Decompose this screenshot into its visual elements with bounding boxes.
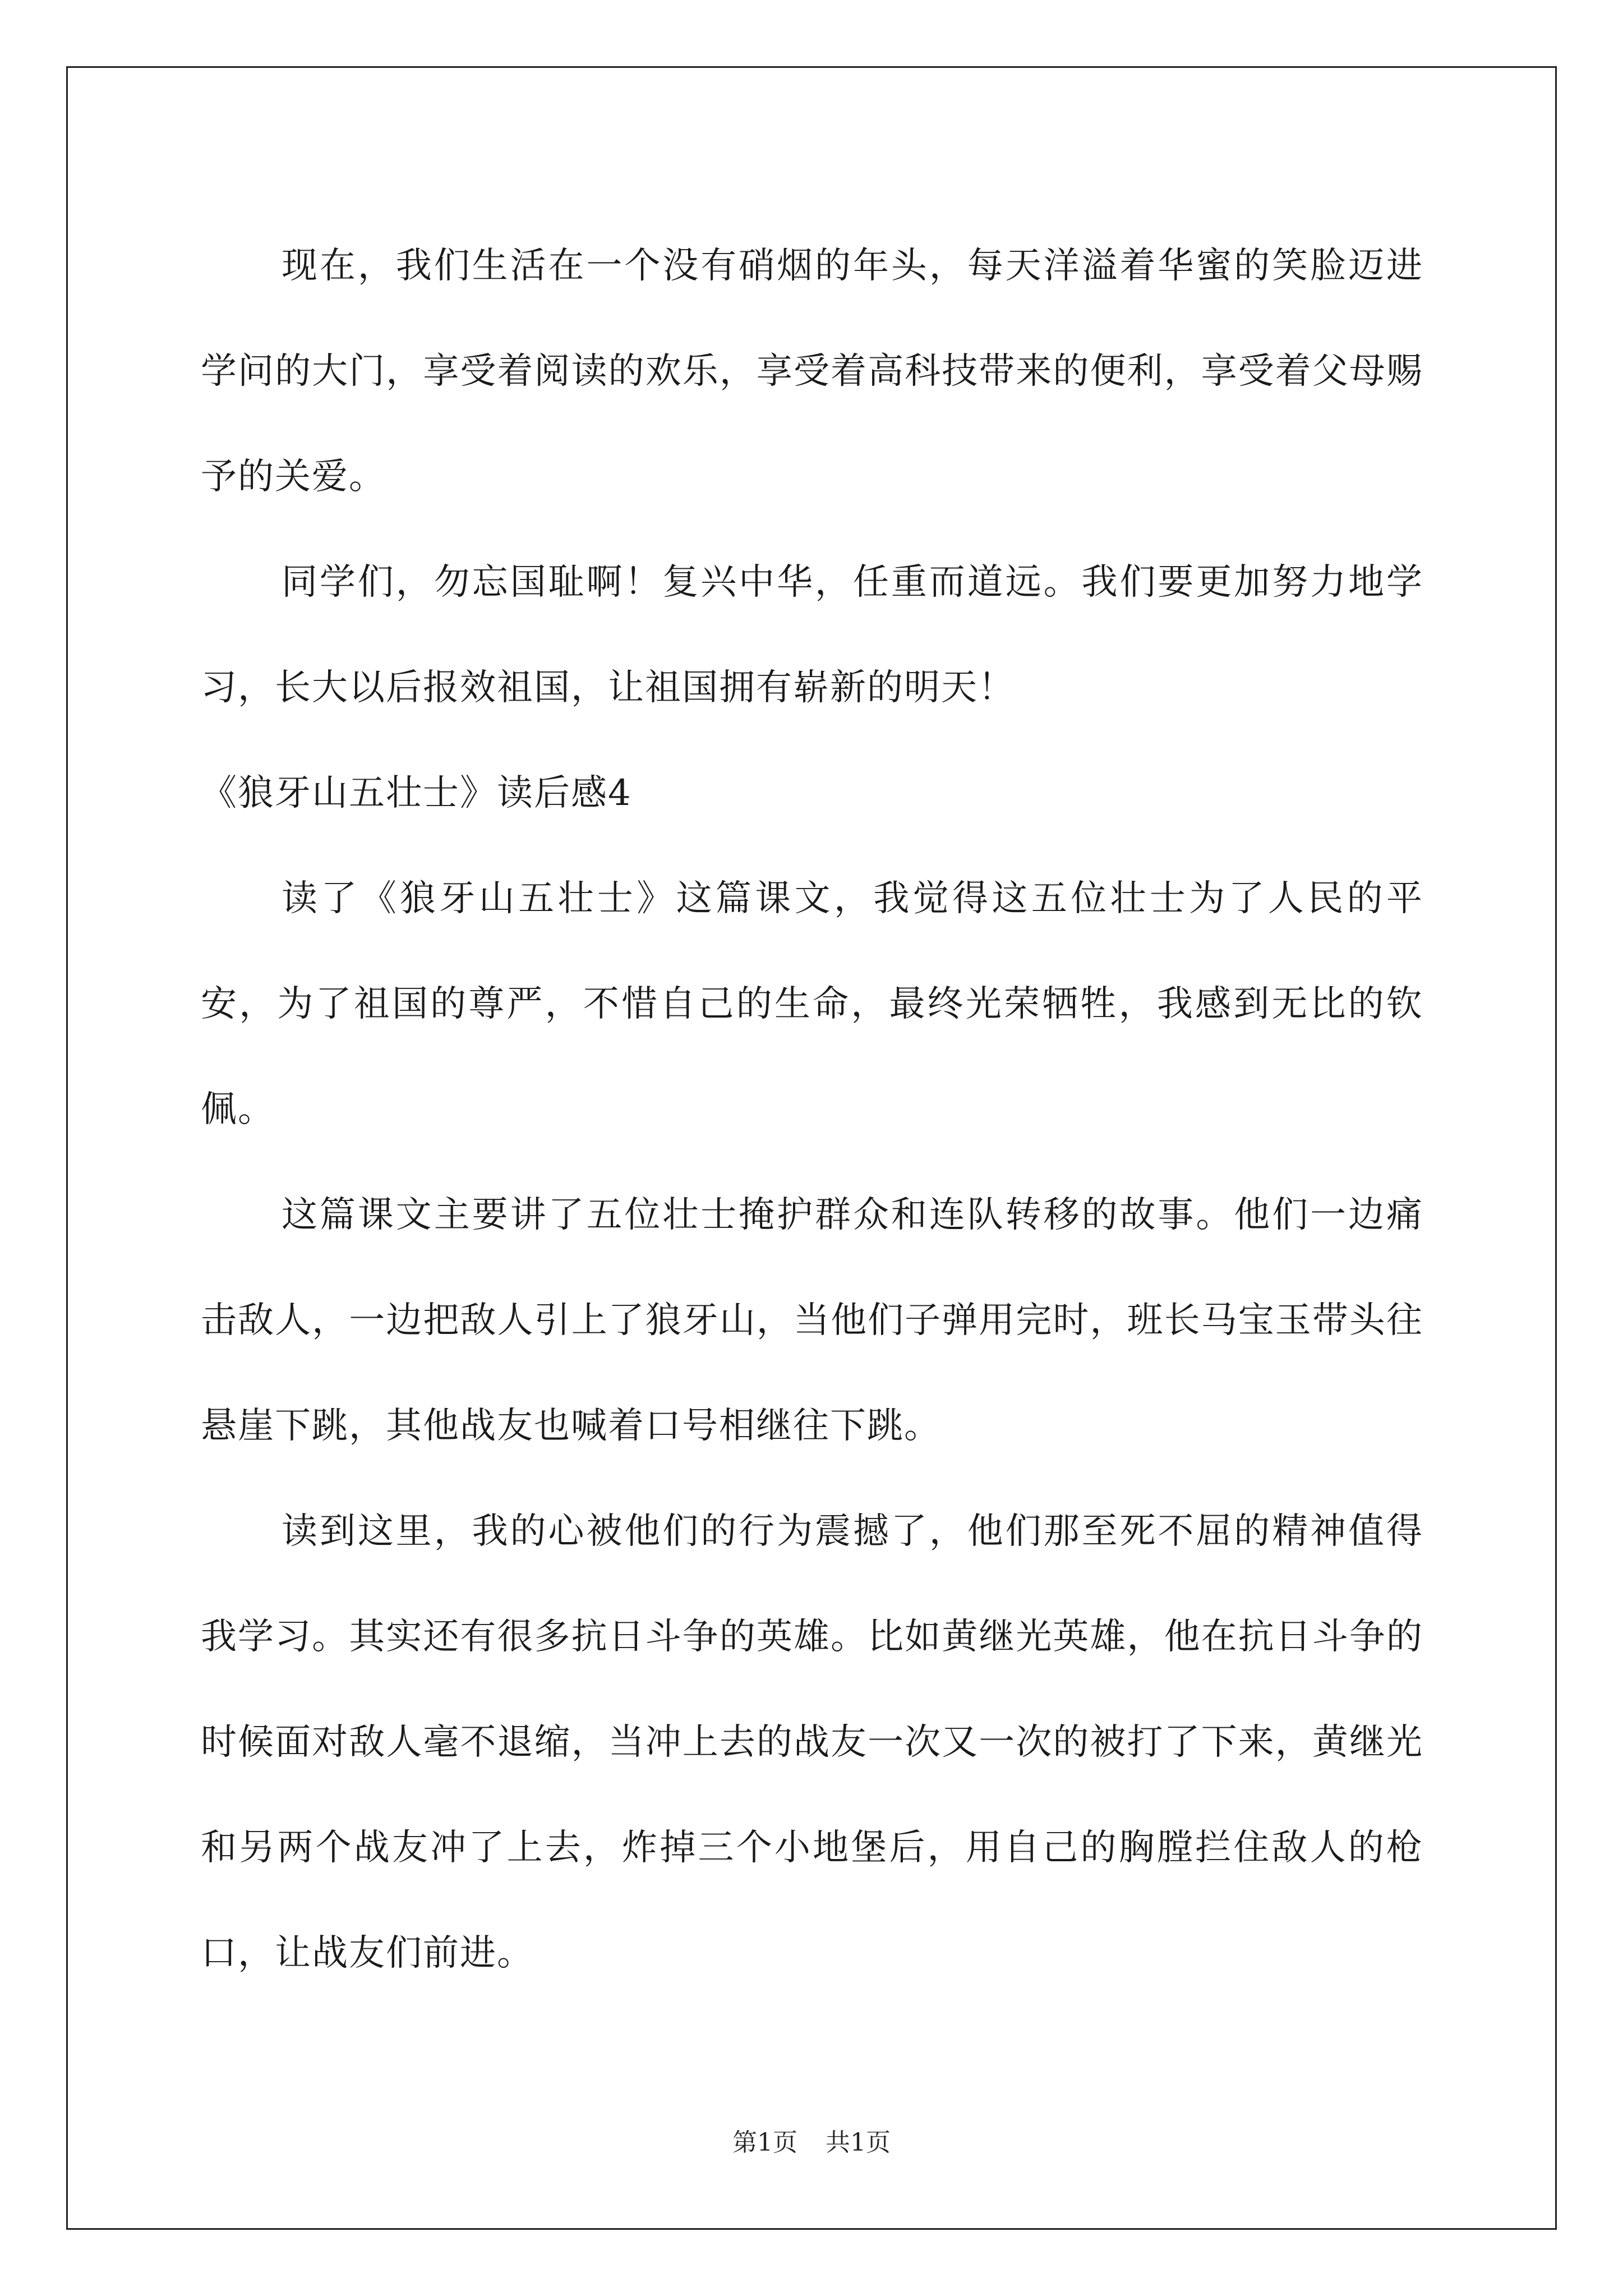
paragraph: 这篇课文主要讲了五位壮士掩护群众和连队转移的故事。他们一边痛击敌人，一边把敌人引上了狼牙山，当他们子弹用完时，班长马宝玉带头往悬崖下跳，其他战友也喊着口号相继往下跳。	[201, 1194, 1423, 1447]
page-number: 第1页	[732, 2128, 797, 2157]
paragraph: 现在，我们生活在一个没有硝烟的年头，每天洋溢着华蜜的笑脸迈进学问的大门，享受着阅读的欢乐，享受着高科技带来的便利，享受着父母赐予的关爱。	[201, 245, 1423, 498]
paragraph: 读到这里，我的心被他们的行为震撼了，他们那至死不屈的精神值得我学习。其实还有很多抗日斗争的英雄。比如黄继光英雄，他在抗日斗争的时候面对敌人毫不退缩，当冲上去的战友一次又一次的被打了下来，黄继光和另两个战友冲了上去，炸掉三个小地堡后，用自己的胸膛拦住敌人的枪口，让战友们前进。	[201, 1511, 1423, 1974]
page-total: 共1页	[826, 2128, 891, 2157]
section-title: 《狼牙山五壮士》读后感4	[201, 772, 632, 814]
page-footer	[0, 2126, 1623, 2160]
paragraph: 读了《狼牙山五壮士》这篇课文，我觉得这五位壮士为了人民的平安，为了祖国的尊严，不惜自己的生命，最终光荣牺牲，我感到无比的钦佩。	[201, 878, 1423, 1130]
paragraph: 同学们，勿忘国耻啊！复兴中华，任重而道远。我们要更加努力地学习，长大以后报效祖国，让祖国拥有崭新的明天！	[201, 562, 1423, 708]
document-body	[201, 213, 1423, 2006]
